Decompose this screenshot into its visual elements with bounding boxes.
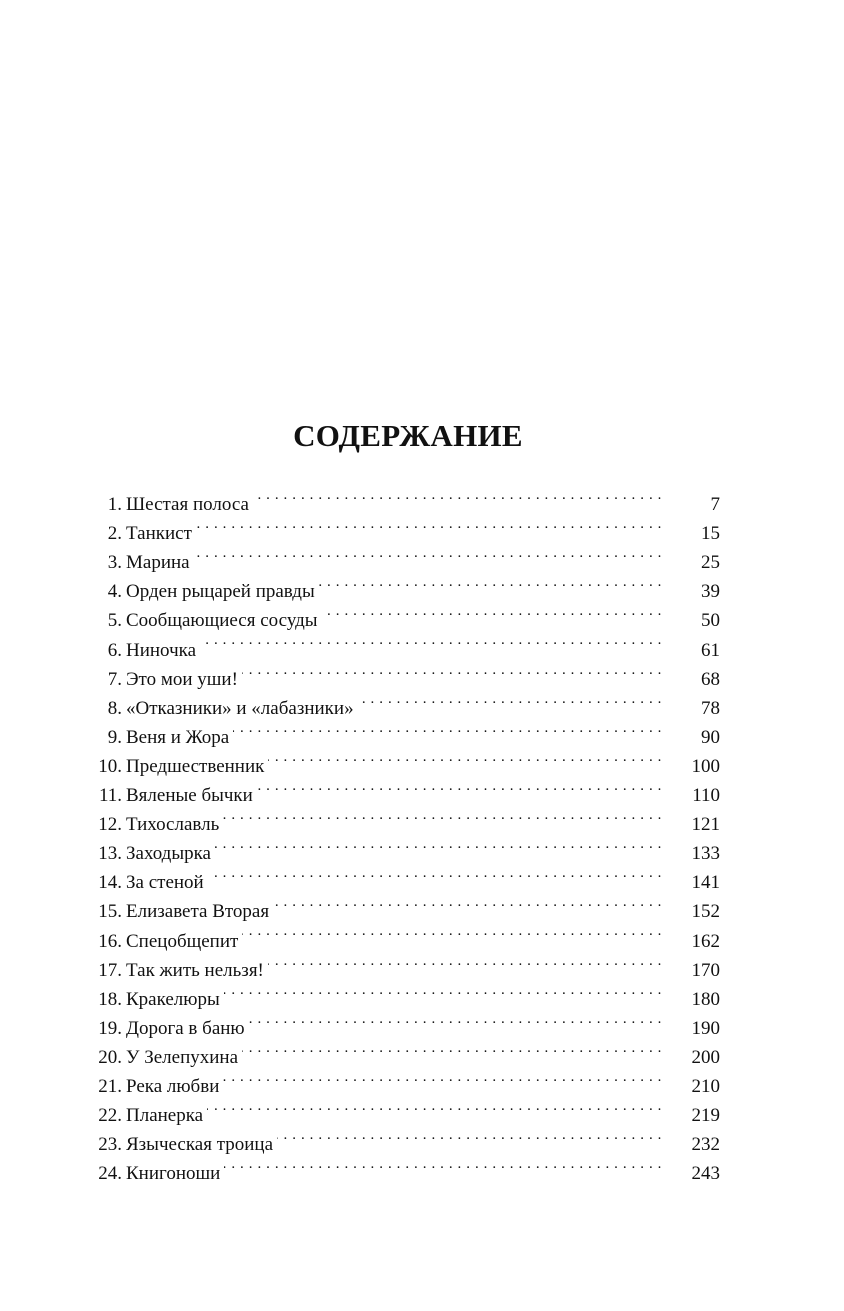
toc-entry-number: 14.	[98, 872, 122, 894]
toc-entry-page-number: 68	[701, 668, 720, 690]
toc-entry-title: Заходырка	[126, 843, 211, 865]
toc-entry-title: Сообщающиеся сосуды	[126, 610, 318, 632]
toc-dot-leader	[196, 510, 662, 539]
toc-dot-leader	[319, 568, 662, 597]
toc-entry-title: Марина	[126, 552, 190, 574]
toc-entry-page-number: 232	[691, 1134, 720, 1156]
toc-entry-title: Так жить нельзя!	[126, 959, 264, 981]
toc-entry-number: 1.	[107, 494, 122, 516]
toc-dot-leader	[277, 1121, 662, 1150]
toc-dot-leader	[268, 743, 662, 772]
toc-entry-number: 4.	[107, 581, 122, 603]
toc-dot-leader	[200, 626, 662, 655]
toc-entry-title: Книгоноши	[126, 1163, 221, 1185]
toc-dot-leader	[194, 539, 662, 568]
toc-entry-page-number: 78	[701, 697, 720, 719]
toc-entry-number: 19.	[98, 1017, 122, 1039]
toc-dot-leader	[223, 801, 662, 830]
toc-entry-page-number: 200	[691, 1046, 720, 1068]
toc-dot-leader	[242, 917, 662, 946]
toc-entry-page-number: 110	[692, 785, 720, 807]
toc-entry-number: 3.	[107, 552, 122, 574]
toc-entry-title: Веня и Жора	[126, 726, 230, 748]
toc-entry-number: 10.	[98, 755, 122, 777]
toc-entry-number: 23.	[98, 1134, 122, 1156]
toc-entry-number: 12.	[98, 814, 122, 836]
toc-entry-number: 13.	[98, 843, 122, 865]
toc-entry-title: Планерка	[126, 1105, 204, 1127]
toc-entry-title: Танкист	[126, 523, 192, 545]
toc-dot-leader	[224, 1150, 662, 1179]
toc-dot-leader	[273, 888, 662, 917]
toc-dot-leader	[242, 1034, 662, 1063]
toc-entry-number: 16.	[98, 930, 122, 952]
toc-entry-title: Елизавета Вторая	[126, 901, 270, 923]
toc-entry-number: 9.	[107, 726, 122, 748]
toc-entry-page-number: 100	[691, 755, 720, 777]
toc-entry-title: Языческая троица	[126, 1134, 274, 1156]
toc-entry-title: Орден рыцарей правды	[126, 581, 315, 603]
toc-entry-title: Предшественник	[126, 755, 265, 777]
toc-entry-title: Река любви	[126, 1075, 220, 1097]
toc-entry-page-number: 141	[691, 872, 720, 894]
toc-entry-title: Кракелюры	[126, 988, 220, 1010]
toc-dot-leader	[268, 947, 662, 976]
toc-entry-number: 8.	[107, 697, 122, 719]
toc-entry-page-number: 152	[691, 901, 720, 923]
toc-entry-number: 5.	[107, 610, 122, 632]
toc-dot-leader	[223, 1063, 662, 1092]
toc-entry-page-number: 162	[691, 930, 720, 952]
toc-entry-page-number: 61	[701, 639, 720, 661]
toc-dot-leader	[242, 656, 662, 685]
toc-dot-leader	[358, 685, 662, 714]
toc-dot-leader	[207, 1092, 662, 1121]
toc-entry-title: Ниночка	[126, 639, 196, 661]
toc-dot-leader	[257, 772, 662, 801]
toc-entry-page-number: 15	[701, 523, 720, 545]
toc-entry-page-number: 50	[701, 610, 720, 632]
toc-dot-leader	[224, 976, 662, 1005]
toc-dot-leader	[233, 714, 662, 743]
toc-entry-number: 6.	[107, 639, 122, 661]
toc-entry-number: 15.	[98, 901, 122, 923]
toc-dot-leader	[208, 859, 662, 888]
toc-entry	[90, 481, 720, 516]
toc-entry-title: Шестая полоса	[126, 494, 249, 516]
toc-entry-number: 17.	[98, 959, 122, 981]
toc-entry-number: 7.	[107, 668, 122, 690]
toc-entry-number: 2.	[107, 523, 122, 545]
toc-entry-title: У Зелепухина	[126, 1046, 239, 1068]
page-title: СОДЕРЖАНИЕ	[293, 418, 523, 453]
toc-entry-title: Вяленые бычки	[126, 785, 253, 807]
toc-entry-page-number: 219	[691, 1105, 720, 1127]
toc-entry-number: 11.	[98, 785, 122, 807]
toc-entry-page-number: 90	[701, 726, 720, 748]
toc-entry-page-number: 210	[691, 1075, 720, 1097]
toc-entry-page-number: 133	[691, 843, 720, 865]
toc-entry-title: «Отказники» и «лабазники»	[126, 697, 354, 719]
toc-dot-leader	[249, 1005, 662, 1034]
toc-entry-title: Тихославль	[126, 814, 220, 836]
toc-entry-page-number: 190	[691, 1017, 720, 1039]
toc-entry-title: Спецобщепит	[126, 930, 239, 952]
toc-entry-number: 21.	[98, 1075, 122, 1097]
toc-dot-leader	[253, 481, 662, 510]
toc-dot-leader	[215, 830, 662, 859]
table-of-contents	[90, 481, 720, 1185]
toc-entry-page-number: 39	[701, 581, 720, 603]
toc-entry-title: За стеной	[126, 872, 204, 894]
toc-entry-page-number: 25	[701, 552, 720, 574]
toc-entry-page-number: 7	[710, 494, 720, 516]
toc-entry-page-number: 243	[691, 1163, 720, 1185]
toc-entry-number: 20.	[98, 1046, 122, 1068]
toc-entry-page-number: 170	[691, 959, 720, 981]
toc-entry-number: 24.	[98, 1163, 122, 1185]
toc-entry-number: 18.	[98, 988, 122, 1010]
toc-entry-page-number: 121	[691, 814, 720, 836]
toc-entry-number: 22.	[98, 1105, 122, 1127]
toc-entry-title: Дорога в баню	[126, 1017, 245, 1039]
toc-entry-title: Это мои уши!	[126, 668, 238, 690]
toc-dot-leader	[322, 597, 662, 626]
toc-entry-page-number: 180	[691, 988, 720, 1010]
